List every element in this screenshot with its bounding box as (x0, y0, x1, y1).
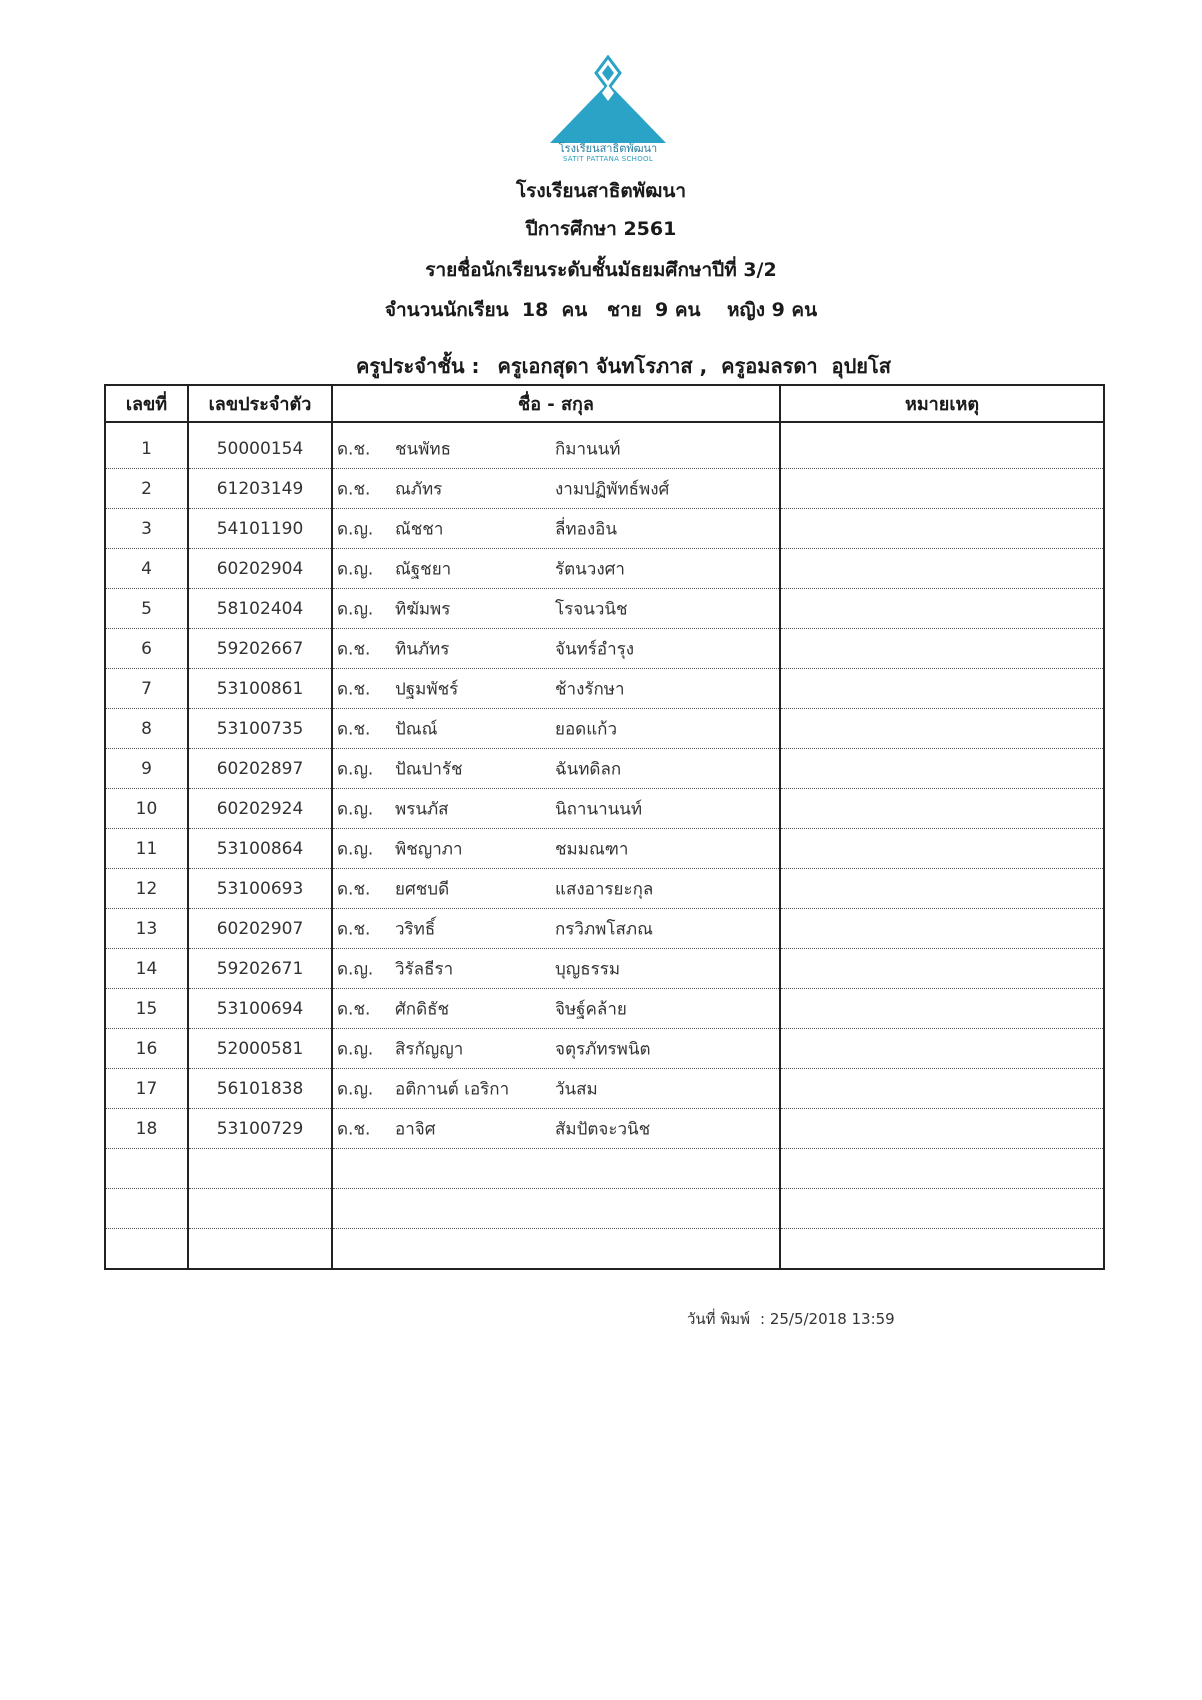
student-id: 59202667 (188, 629, 332, 669)
student-name (332, 469, 780, 509)
row-number: 13 (105, 909, 188, 949)
last-name: กิมานนท์ (555, 439, 621, 459)
student-id: 54101190 (188, 509, 332, 549)
row-number: 4 (105, 549, 188, 589)
student-id: 53100729 (188, 1109, 332, 1149)
student-id: 53100693 (188, 869, 332, 909)
last-name: วันสม (555, 1079, 598, 1099)
student-name (332, 949, 780, 989)
row-number: 1 (105, 429, 188, 469)
last-name: รัตนวงศา (555, 559, 625, 579)
name-prefix: ด.ช. (337, 879, 371, 899)
empty-cell (188, 1149, 332, 1189)
roster-body (105, 422, 1104, 1269)
first-name: ยศชบดี (395, 879, 450, 899)
first-name: อาจิศ (395, 1119, 436, 1139)
logo-name-th: โรงเรียนสาธิตพัฒนา (558, 142, 658, 155)
header-name: ชื่อ - สกุล (332, 385, 780, 422)
table-row (105, 509, 1104, 549)
table-row (105, 709, 1104, 749)
note-cell (780, 1069, 1104, 1109)
empty-cell (188, 1189, 332, 1229)
note-cell (780, 1109, 1104, 1149)
first-name: อติกานต์ เอริกา (395, 1079, 510, 1099)
student-name (332, 549, 780, 589)
student-name (332, 789, 780, 829)
name-prefix: ด.ญ. (337, 759, 374, 779)
last-name: นิถานานนท์ (555, 799, 643, 819)
first-name: ปัณณ์ (395, 719, 438, 739)
note-cell (780, 749, 1104, 789)
table-row (105, 469, 1104, 509)
table-row (105, 989, 1104, 1029)
row-number: 11 (105, 829, 188, 869)
empty-cell (780, 1189, 1104, 1229)
student-name (332, 629, 780, 669)
name-prefix: ด.ช. (337, 479, 371, 499)
student-roster-table (104, 384, 1105, 1270)
note-cell (780, 469, 1104, 509)
last-name: กรวิภพโสภณ (555, 919, 653, 939)
row-number: 2 (105, 469, 188, 509)
header-no: เลขที่ (105, 385, 188, 422)
note-cell (780, 589, 1104, 629)
student-name (332, 909, 780, 949)
table-row (105, 549, 1104, 589)
student-id: 53100864 (188, 829, 332, 869)
note-cell (780, 989, 1104, 1029)
student-id: 50000154 (188, 429, 332, 469)
name-prefix: ด.ช. (337, 439, 371, 459)
last-name: จันทร์อำรุง (555, 639, 635, 659)
table-row (105, 789, 1104, 829)
name-prefix: ด.ช. (337, 999, 371, 1019)
note-cell (780, 789, 1104, 829)
last-name: สัมปัตจะวนิช (555, 1119, 651, 1139)
empty-cell (780, 1229, 1104, 1270)
table-row (105, 1109, 1104, 1149)
empty-cell (332, 1149, 780, 1189)
empty-row (105, 1189, 1104, 1229)
student-id: 60202897 (188, 749, 332, 789)
student-name (332, 1069, 780, 1109)
note-cell (780, 509, 1104, 549)
first-name: ทินภัทร (395, 639, 450, 659)
empty-cell (332, 1229, 780, 1270)
note-cell (780, 429, 1104, 469)
first-name: ปฐมพัชร์ (395, 679, 459, 699)
last-name: จิษฐ์คล้าย (555, 999, 627, 1019)
note-cell (780, 1029, 1104, 1069)
student-name (332, 1109, 780, 1149)
empty-cell (780, 1149, 1104, 1189)
note-cell (780, 949, 1104, 989)
teachers-label: ครูประจำชั้น : (356, 354, 480, 378)
student-id: 53100735 (188, 709, 332, 749)
name-prefix: ด.ช. (337, 719, 371, 739)
note-cell (780, 549, 1104, 589)
last-name: ชมมณฑา (555, 839, 629, 859)
first-name: วริทธิ์ (395, 919, 436, 939)
last-name: แสงอารยะกุล (555, 879, 654, 899)
student-id: 56101838 (188, 1069, 332, 1109)
row-number: 7 (105, 669, 188, 709)
name-prefix: ด.ญ. (337, 1039, 374, 1059)
student-name (332, 749, 780, 789)
last-name: โรจนวนิช (555, 599, 628, 619)
print-date (687, 1307, 895, 1331)
first-name: ณภัทร (395, 479, 443, 499)
table-row (105, 829, 1104, 869)
student-name (332, 1029, 780, 1069)
first-name: ณัฐชยา (395, 559, 452, 579)
last-name: ลี่ทองอิน (555, 519, 617, 539)
name-prefix: ด.ญ. (337, 1079, 374, 1099)
student-name (332, 669, 780, 709)
first-name: วิรัลธีรา (395, 959, 454, 979)
name-prefix: ด.ญ. (337, 959, 374, 979)
student-name (332, 869, 780, 909)
student-id: 61203149 (188, 469, 332, 509)
last-name: จตุรภัทรพนิต (555, 1039, 651, 1059)
teachers-names: ครูเอกสุดา จันทโรภาส , ครูอมลรดา อุปยโส (497, 354, 891, 378)
name-prefix: ด.ญ. (337, 599, 374, 619)
note-cell (780, 709, 1104, 749)
table-header-row (105, 385, 1104, 422)
row-number: 18 (105, 1109, 188, 1149)
school-name: โรงเรียนสาธิตพัฒนา (515, 180, 687, 202)
student-id: 53100694 (188, 989, 332, 1029)
row-number: 17 (105, 1069, 188, 1109)
empty-row (105, 1149, 1104, 1189)
first-name: สิรกัญญา (395, 1039, 464, 1059)
note-cell (780, 829, 1104, 869)
student-id: 60202907 (188, 909, 332, 949)
note-cell (780, 629, 1104, 669)
empty-row (105, 1229, 1104, 1270)
student-name (332, 829, 780, 869)
row-number: 10 (105, 789, 188, 829)
name-prefix: ด.ช. (337, 639, 371, 659)
first-name: ปัณปารัช (395, 759, 463, 779)
logo-name-en: SATIT PATTANA SCHOOL (562, 155, 654, 163)
first-name: พรนภัส (395, 799, 449, 819)
header-note: หมายเหตุ (780, 385, 1104, 422)
last-name: ยอดแก้ว (555, 719, 618, 739)
logo-caption (548, 142, 668, 164)
name-prefix: ด.ญ. (337, 519, 374, 539)
row-number: 16 (105, 1029, 188, 1069)
empty-cell (105, 1229, 188, 1270)
first-name: ณัชชา (395, 519, 444, 539)
print-date-label: วันที่ พิมพ์ (687, 1310, 750, 1328)
name-prefix: ด.ญ. (337, 799, 374, 819)
table-spacer (105, 422, 1104, 429)
note-cell (780, 869, 1104, 909)
empty-cell (105, 1149, 188, 1189)
student-counts: จำนวนนักเรียน 18 คน ชาย 9 คน หญิง 9 คน (384, 299, 818, 321)
row-number: 12 (105, 869, 188, 909)
row-number: 8 (105, 709, 188, 749)
name-prefix: ด.ช. (337, 679, 371, 699)
student-name (332, 709, 780, 749)
name-prefix: ด.ญ. (337, 559, 374, 579)
last-name: งามปฏิพัทธ์พงศ์ (555, 479, 670, 499)
table-row (105, 749, 1104, 789)
student-id: 53100861 (188, 669, 332, 709)
student-name (332, 989, 780, 1029)
name-prefix: ด.ญ. (337, 839, 374, 859)
empty-cell (105, 1189, 188, 1229)
row-number: 14 (105, 949, 188, 989)
header-id: เลขประจำตัว (188, 385, 332, 422)
table-row (105, 949, 1104, 989)
row-number: 9 (105, 749, 188, 789)
first-name: ทิฆัมพร (395, 599, 451, 619)
row-number: 5 (105, 589, 188, 629)
table-row (105, 589, 1104, 629)
first-name: พิชญาภา (395, 839, 463, 859)
student-name (332, 589, 780, 629)
empty-cell (332, 1189, 780, 1229)
table-row (105, 429, 1104, 469)
note-cell (780, 669, 1104, 709)
student-id: 58102404 (188, 589, 332, 629)
table-row (105, 1029, 1104, 1069)
academic-year: ปีการศึกษา 2561 (525, 218, 677, 240)
student-id: 52000581 (188, 1029, 332, 1069)
table-row (105, 629, 1104, 669)
last-name: ช้างรักษา (555, 679, 625, 699)
student-name (332, 509, 780, 549)
first-name: ศักดิธัช (395, 999, 450, 1019)
name-prefix: ด.ช. (337, 919, 371, 939)
table-row (105, 869, 1104, 909)
first-name: ชนพัทธ (395, 439, 451, 459)
student-id: 60202924 (188, 789, 332, 829)
row-number: 15 (105, 989, 188, 1029)
table-row (105, 909, 1104, 949)
last-name: ฉันทดิลก (555, 759, 622, 779)
print-date-value: : 25/5/2018 13:59 (760, 1310, 895, 1328)
row-number: 3 (105, 509, 188, 549)
last-name: บุญธรรม (555, 959, 621, 979)
note-cell (780, 909, 1104, 949)
empty-cell (188, 1229, 332, 1270)
student-name (332, 429, 780, 469)
list-title: รายชื่อนักเรียนระดับชั้นมัธยมศึกษาปีที่ 3/2 (425, 259, 777, 281)
name-prefix: ด.ช. (337, 1119, 371, 1139)
student-id: 59202671 (188, 949, 332, 989)
row-number: 6 (105, 629, 188, 669)
student-id: 60202904 (188, 549, 332, 589)
homeroom-teachers (356, 350, 891, 382)
table-row (105, 669, 1104, 709)
table-row (105, 1069, 1104, 1109)
